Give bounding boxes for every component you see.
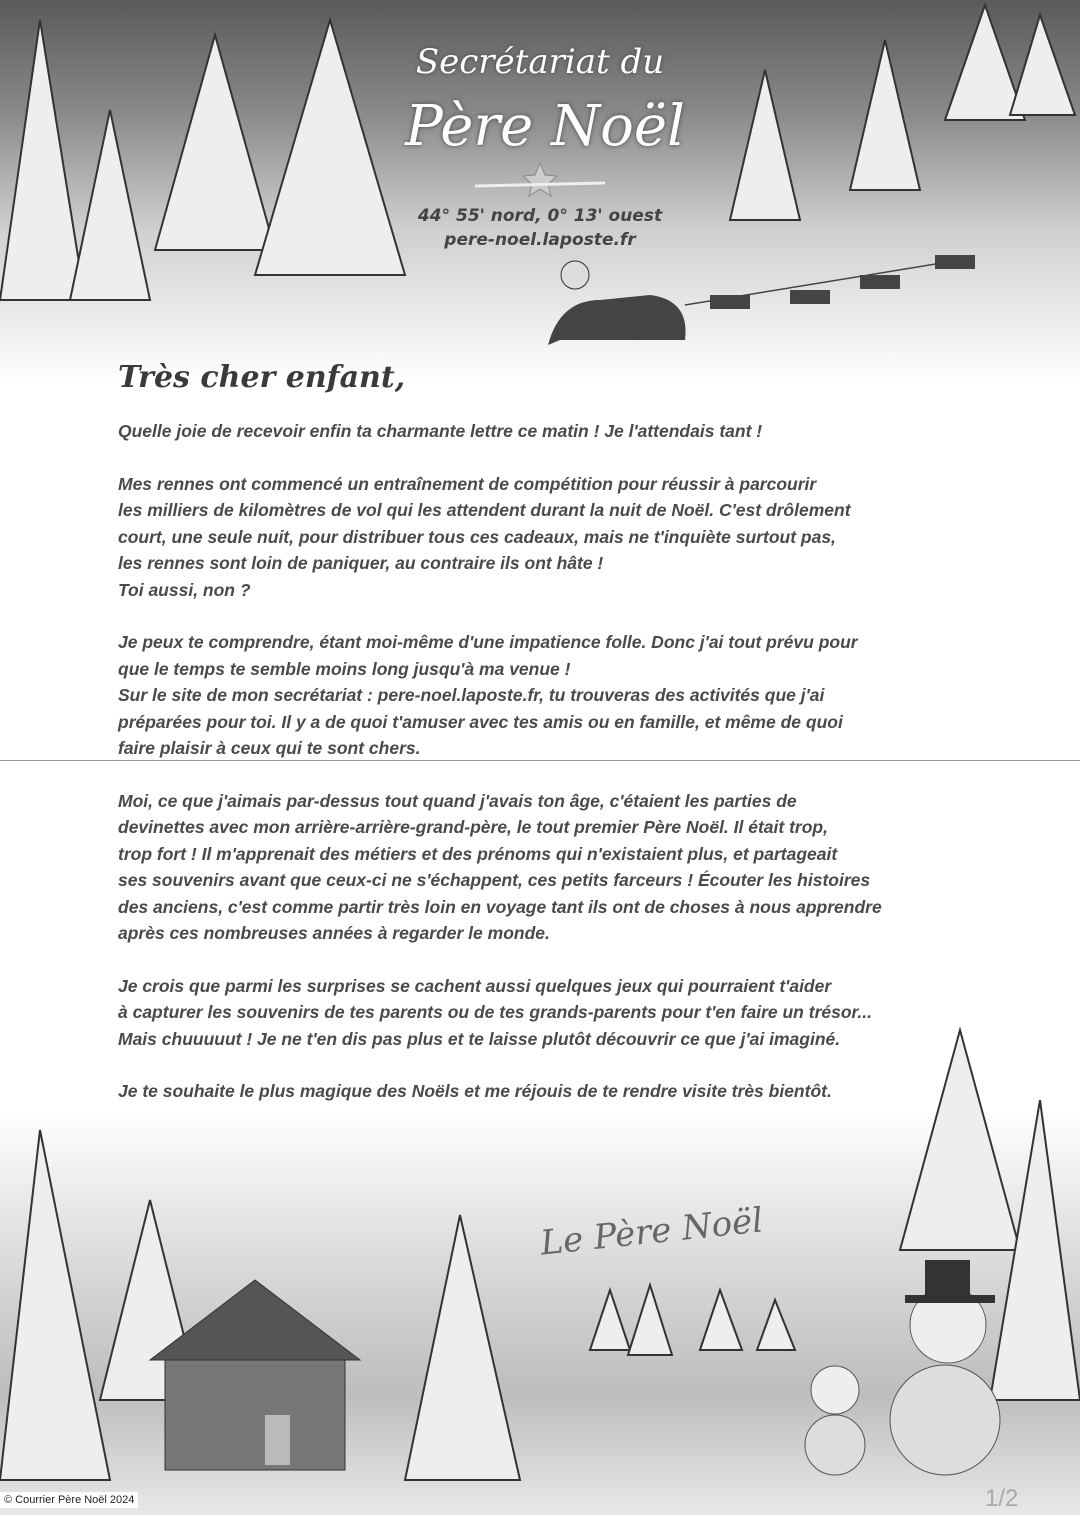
letter-paragraph: Quelle joie de recevoir enfin ta charmante lettre ce matin ! Je l'attendais tant ! xyxy=(118,421,763,441)
letter-paragraph: Je crois que parmi les surprises se cachent aussi quelques jeux qui pourraient t'aider à capturer les souvenirs de tes parents ou de tes grands-parents pour t'en faire un trésor... Mais chuuuuut ! Je ne t'en dis pas plus et te laisse plutôt découvrir ce que j'ai imaginé. xyxy=(118,975,872,1049)
header-title-line1: Secrétariat du xyxy=(415,42,665,82)
copyright-notice: © Courrier Père Noël 2024 xyxy=(0,1492,138,1508)
page-number: 1/2 xyxy=(985,1485,1019,1512)
star-icon xyxy=(475,163,605,196)
letter-paragraph: Je te souhaite le plus magique des Noëls et me réjouis de te rendre visite très bientôt. xyxy=(118,1081,832,1101)
header-address xyxy=(400,204,680,252)
letter-body xyxy=(118,418,1018,1131)
header-title-line2: Père Noël xyxy=(405,94,685,159)
header-website: pere-noel.laposte.fr xyxy=(444,230,636,250)
letter-paragraph: Mes rennes ont commencé un entraînement de compétition pour réussir à parcourir les milliers de kilomètres de vol qui les attendent durant la nuit de Noël. C'est drôlement court, une seule nuit, pour distribuer tous ces cadeaux, mais ne t'inquiète surtout pas, les rennes sont loin de paniquer, au contraire ils ont hâte ! Toi aussi, non ? xyxy=(118,473,851,600)
letter-paragraph: Je peux te comprendre, étant moi-même d'une impatience folle. Donc j'ai tout prévu pour que le temps te semble moins long jusqu'à ma venue ! Sur le site de mon secrétariat : pere-noel.laposte.fr, tu trouveras des activités que j'ai préparées pour toi. Il y a de quoi t'amuser avec tes amis ou en famille, et même de quoi faire plaisir à ceux qui te sont chers. xyxy=(118,632,858,758)
snowmen xyxy=(805,1260,1000,1475)
sleigh-and-reindeer xyxy=(548,255,975,345)
letter-salutation: Très cher enfant, xyxy=(118,360,406,395)
gingerbread-house xyxy=(150,1280,360,1470)
paper-fold-line xyxy=(0,760,1080,761)
letter-paragraph: Moi, ce que j'aimais par-dessus tout quand j'avais ton âge, c'étaient les parties de devinettes avec mon arrière-arrière-grand-père, le tout premier Père Noël. Il était trop, trop fort ! Il m'apprenait des métiers et des prénoms qui n'existaient plus, et partageait ses souvenirs avant que ceux-ci ne s'échappent, ces petits farceurs ! Écouter les histoires des anciens, c'est comme partir très loin en voyage tant ils ont de choses à nous apprendre après ces nombreuses années à regarder le monde. xyxy=(118,790,882,943)
letter-signature: Le Père Noël xyxy=(538,1200,765,1264)
header-coordinates: 44° 55' nord, 0° 13' ouest xyxy=(417,206,663,226)
